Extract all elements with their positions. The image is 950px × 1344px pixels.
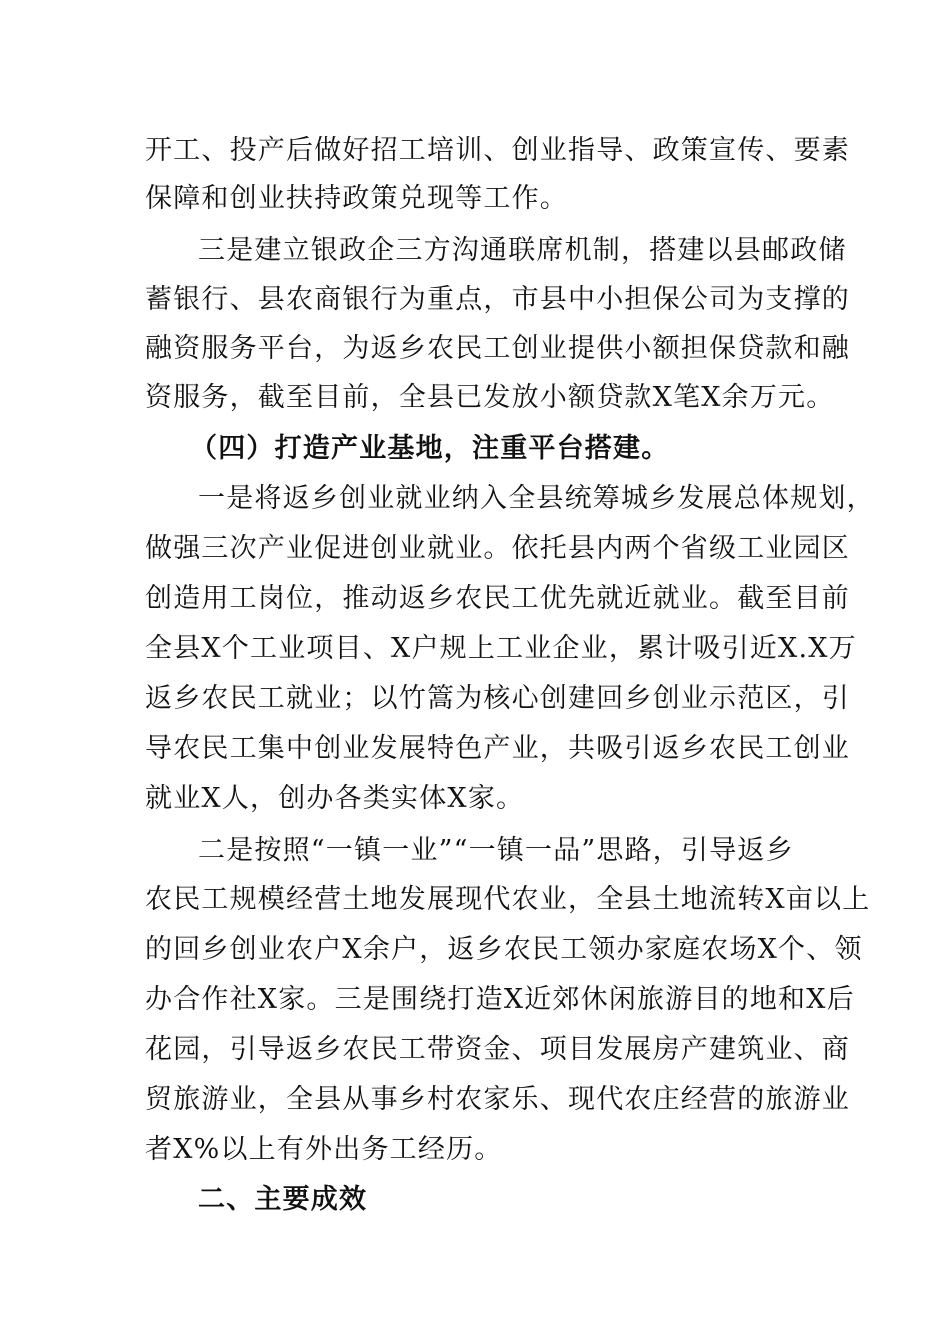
body-text-line: 做强三次产业促进创业就业。依托县内两个省级工业园区: [145, 533, 850, 564]
body-text-line: 蓄银行、县农商银行为重点，市县中小担保公司为支撑的: [145, 284, 850, 315]
body-text-line: 创造用工岗位，推动返乡农民工优先就近就业。截至目前: [145, 583, 850, 614]
body-text-line: 的回乡创业农户X余户，返乡农民工领办家庭农场X个、领: [145, 934, 863, 965]
paragraph-first-line: 三是建立银政企三方沟通联席机制，搭建以县邮政储: [198, 235, 847, 266]
body-text-line: 全县X个工业项目、X户规上工业企业，累计吸引近X.X万: [145, 633, 857, 664]
body-text-line: 资服务，截至目前，全县已发放小额贷款X笔X余万元。: [145, 382, 835, 413]
body-text-line: 保障和创业扶持政策兑现等工作。: [145, 183, 568, 214]
body-text-line: 花园，引导返乡农民工带资金、项目发展房产建筑业、商: [145, 1034, 850, 1065]
body-text-line: 导农民工集中创业发展特色产业，共吸引返乡农民工创业: [145, 733, 850, 764]
chapter-heading: 二、主要成效: [198, 1184, 368, 1215]
body-text-line: 办合作社X家。三是围绕打造X近郊休闲旅游目的地和X后: [145, 984, 855, 1015]
paragraph-first-line: 二是按照“一镇一业”“一镇一品”思路，引导返乡: [198, 835, 794, 866]
paragraph-first-line: 一是将返乡创业就业纳入全县统筹城乡发展总体规划，: [198, 483, 875, 514]
body-text-line: 返乡农民工就业；以竹篙为核心创建回乡创业示范区，引: [145, 683, 850, 714]
section-heading: （四）打造产业基地，注重平台搭建。: [190, 433, 670, 464]
body-text-line: 者X%以上有外出务工经历。: [145, 1134, 503, 1165]
body-text-line: 开工、投产后做好招工培训、创业指导、政策宣传、要素: [145, 135, 850, 166]
body-text-line: 农民工规模经营土地发展现代农业，全县土地流转X亩以上: [145, 884, 871, 915]
body-text-line: 融资服务平台，为返乡农民工创业提供小额担保贷款和融: [145, 333, 850, 364]
body-text-line: 就业X人，创办各类实体X家。: [145, 783, 525, 814]
body-text-line: 贸旅游业，全县从事乡村农家乐、现代农庄经营的旅游业: [145, 1084, 850, 1115]
